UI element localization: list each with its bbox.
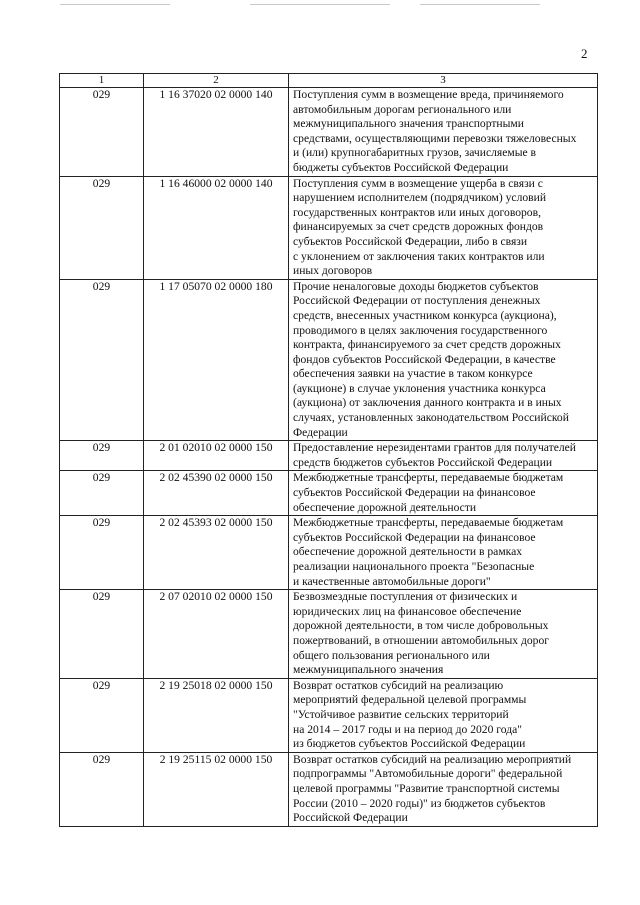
table-row xyxy=(60,752,598,826)
description-line: Безвозмездные поступления от физических и xyxy=(293,590,518,604)
table-row xyxy=(60,279,598,441)
description-line: Межбюджетные трансферты, передаваемые бюджетам xyxy=(293,516,564,530)
revenue-code-cell: 2 19 25115 02 0000 150 xyxy=(144,752,289,826)
description-line: обеспечение дорожной деятельности xyxy=(293,500,477,514)
column-header: 1 xyxy=(60,74,144,88)
revenue-code-cell: 2 19 25018 02 0000 150 xyxy=(144,678,289,752)
description-line: и (или) крупногабаритных грузов, зачисляемые в xyxy=(293,146,537,160)
description-line: на 2014 – 2017 годы и на период до 2020 года" xyxy=(293,722,522,736)
description-line: юридических лиц на финансовое обеспечение xyxy=(293,604,522,618)
description-line: средств, внесенных участником конкурса (аукциона), xyxy=(293,308,557,322)
description-line: (аукционе) в случае уклонения участника конкурса xyxy=(293,381,546,395)
description-line: Прочие неналоговые доходы бюджетов субъектов xyxy=(293,279,539,293)
revenue-description-cell xyxy=(289,441,598,471)
revenue-description-cell xyxy=(289,88,598,177)
revenue-description-cell xyxy=(289,471,598,516)
scan-artifact-line xyxy=(250,4,390,5)
description-line: дорожной деятельности, в том числе добровольных xyxy=(293,619,549,633)
description-line: "Устойчивое развитие сельских территорий xyxy=(293,707,509,721)
scan-artifact-line xyxy=(60,4,170,5)
table-row xyxy=(60,590,598,679)
description-line: случаях, установленных законодательством Российской xyxy=(293,411,569,425)
admin-code-cell: 029 xyxy=(60,88,144,177)
revenue-description-cell xyxy=(289,516,598,590)
admin-code-cell: 029 xyxy=(60,279,144,441)
page-number: 2 xyxy=(581,46,588,61)
description-line: мероприятий федеральной целевой программы xyxy=(293,693,527,707)
description-line: средств бюджетов субъектов Российской Федерации xyxy=(293,455,553,469)
description-line: Предоставление нерезидентами грантов для получателей xyxy=(293,441,576,455)
description-line: субъектов Российской Федерации на финансовое xyxy=(293,486,536,500)
description-line: государственных контрактов или иных договоров, xyxy=(293,205,541,219)
description-line: субъектов Российской Федерации, либо в связи xyxy=(293,234,528,248)
revenue-code-cell: 2 02 45390 02 0000 150 xyxy=(144,471,289,516)
table-header-row xyxy=(60,74,598,88)
admin-code-cell: 029 xyxy=(60,590,144,679)
table-row xyxy=(60,441,598,471)
description-line: Межбюджетные трансферты, передаваемые бюджетам xyxy=(293,471,564,485)
description-line: нарушением исполнителем (подрядчиком) условий xyxy=(293,191,547,205)
table-row xyxy=(60,471,598,516)
admin-code-cell: 029 xyxy=(60,516,144,590)
budget-classification-table xyxy=(59,73,598,827)
admin-code-cell: 029 xyxy=(60,176,144,279)
description-line: обеспечения заявки на участие в таком конкурсе xyxy=(293,367,533,381)
description-line: с уклонением от заключения таких контрактов или xyxy=(293,249,545,263)
description-line: Поступления сумм в возмещение ущерба в связи с xyxy=(293,176,543,190)
description-line: пожертвований, в отношении автомобильных дорог xyxy=(293,633,550,647)
revenue-description-cell xyxy=(289,752,598,826)
description-line: Федерации xyxy=(293,425,348,439)
description-line: России (2010 – 2020 годы)" из бюджетов субъектов xyxy=(293,796,546,810)
description-line: Возврат остатков субсидий на реализацию xyxy=(293,678,504,692)
description-line: субъектов Российской Федерации на финансовое xyxy=(293,530,536,544)
description-line: финансируемых за счет средств дорожных фондов xyxy=(293,220,544,234)
description-line: Поступления сумм в возмещение вреда, причиняемого xyxy=(293,88,564,101)
revenue-code-cell: 2 07 02010 02 0000 150 xyxy=(144,590,289,679)
description-line: бюджеты субъектов Российской Федерации xyxy=(293,160,509,174)
description-line: подпрограммы "Автомобильные дороги" федеральной xyxy=(293,767,563,781)
description-line: Российской Федерации от поступления денежных xyxy=(293,294,541,308)
description-line: контракта, финансируемого за счет средств дорожных xyxy=(293,338,561,352)
description-line: иных договоров xyxy=(293,264,373,278)
column-header: 2 xyxy=(144,74,289,88)
revenue-code-cell: 1 17 05070 02 0000 180 xyxy=(144,279,289,441)
revenue-description-cell xyxy=(289,678,598,752)
revenue-code-cell: 2 01 02010 02 0000 150 xyxy=(144,441,289,471)
table-row xyxy=(60,88,598,177)
admin-code-cell: 029 xyxy=(60,678,144,752)
table-row xyxy=(60,678,598,752)
column-header: 3 xyxy=(289,74,598,88)
admin-code-cell: 029 xyxy=(60,441,144,471)
description-line: межмуниципального значения транспортными xyxy=(293,117,524,131)
description-line: Возврат остатков субсидий на реализацию мероприятий xyxy=(293,752,572,766)
description-line: проводимого в целях заключения государственного xyxy=(293,323,548,337)
table-row xyxy=(60,516,598,590)
description-line: реализации национального проекта "Безопасные xyxy=(293,560,535,573)
description-line: общего пользования регионального или xyxy=(293,648,490,662)
description-line: межмуниципального значения xyxy=(293,663,444,677)
description-line: целевой программы "Развитие транспортной системы xyxy=(293,781,560,795)
description-line: автомобильным дорогам регионального или xyxy=(293,102,512,116)
table-row xyxy=(60,176,598,279)
revenue-code-cell: 1 16 46000 02 0000 140 xyxy=(144,176,289,279)
revenue-description-cell xyxy=(289,590,598,679)
description-line: Российской Федерации xyxy=(293,811,408,825)
description-line: из бюджетов субъектов Российской Федерации xyxy=(293,737,526,751)
description-line: и качественные автомобильные дороги" xyxy=(293,574,491,588)
revenue-description-cell xyxy=(289,279,598,441)
scan-artifact-line xyxy=(420,4,540,5)
description-line: средствами, осуществляющими перевозки тяжеловесных xyxy=(293,131,577,145)
description-line: (аукциона) от заключения данного контракта и в иных xyxy=(293,396,562,410)
description-line: фондов субъектов Российской Федерации, в качестве xyxy=(293,352,556,366)
revenue-code-cell: 1 16 37020 02 0000 140 xyxy=(144,88,289,177)
description-line: обеспечение дорожной деятельности в рамках xyxy=(293,545,523,559)
revenue-code-cell: 2 02 45393 02 0000 150 xyxy=(144,516,289,590)
revenue-description-cell xyxy=(289,176,598,279)
admin-code-cell: 029 xyxy=(60,752,144,826)
admin-code-cell: 029 xyxy=(60,471,144,516)
